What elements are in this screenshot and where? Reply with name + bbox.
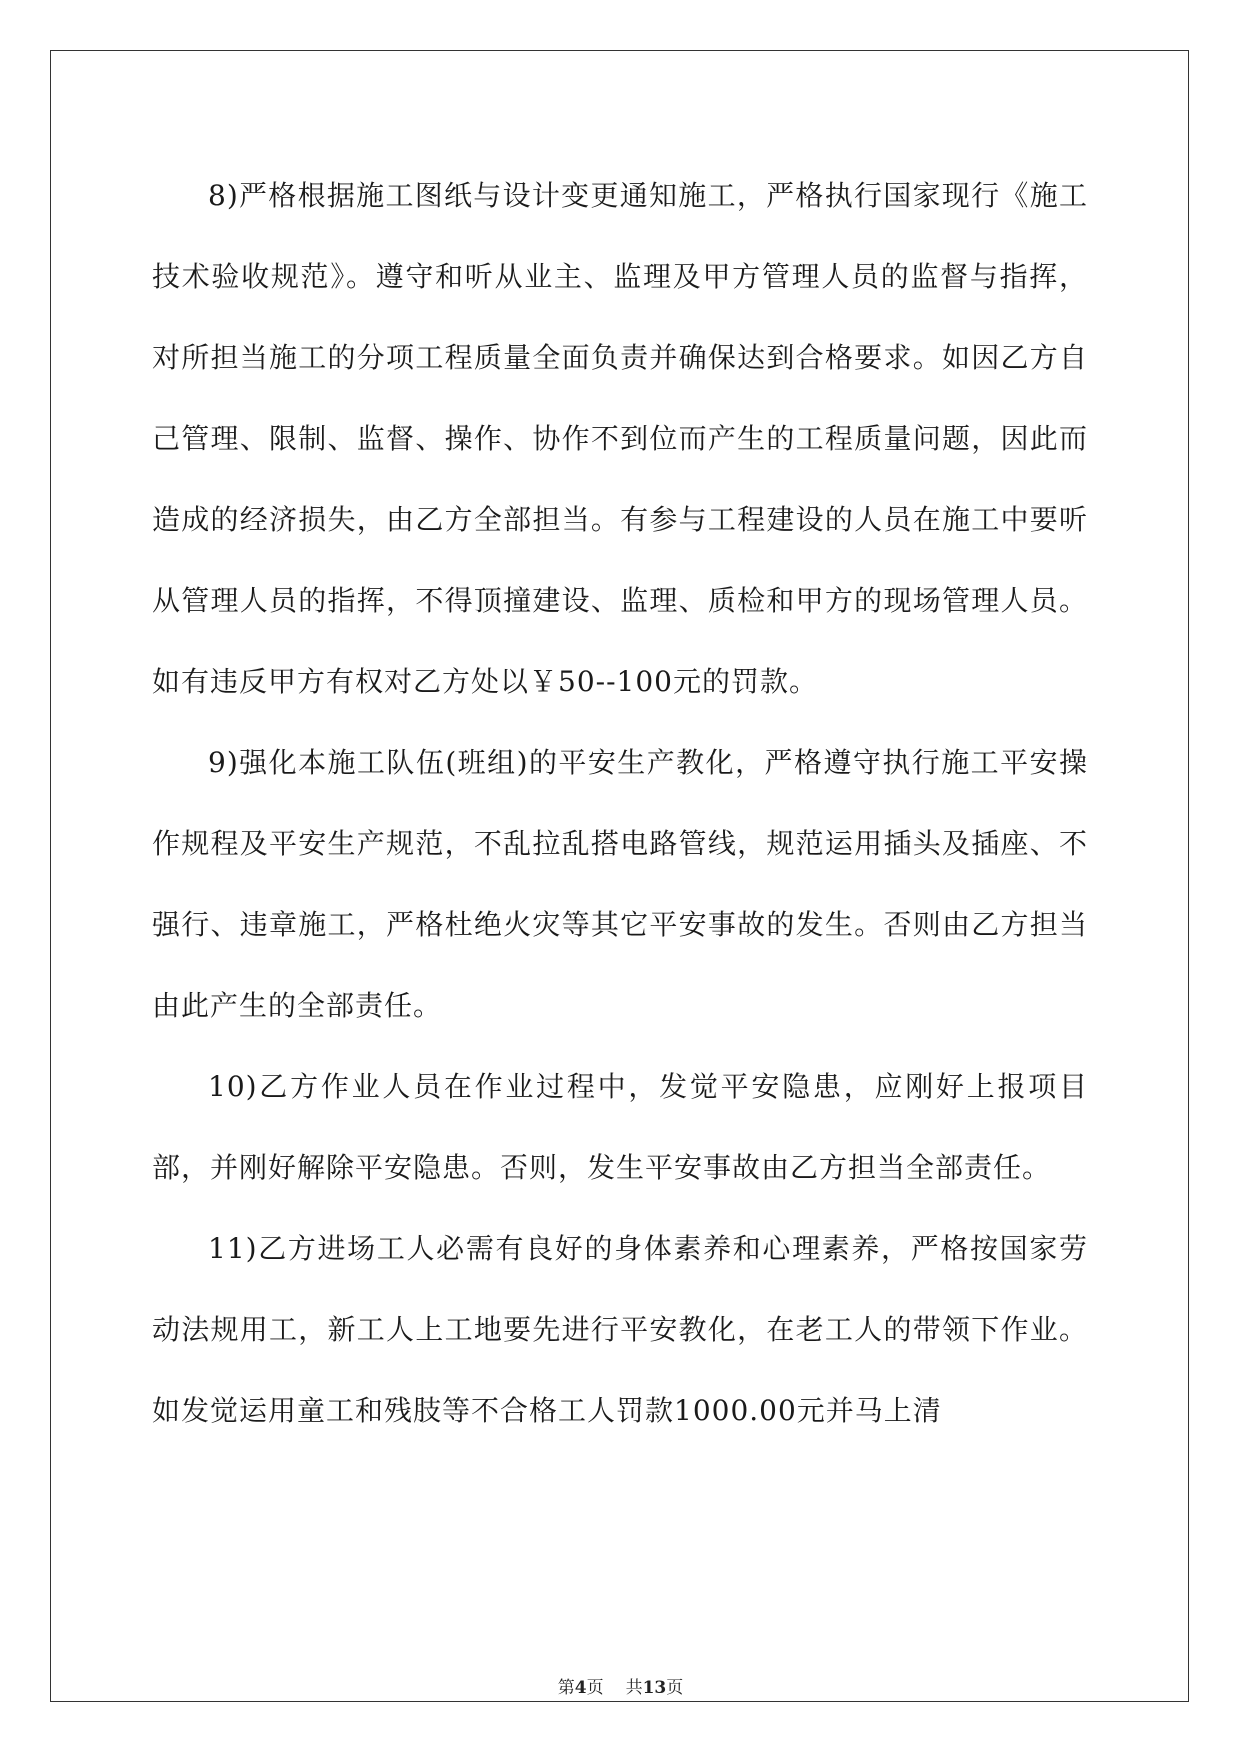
total-pages-number: 13 [642,1678,667,1698]
page-suffix: 页 [586,1678,604,1698]
paragraph-8: 8)严格根据施工图纸与设计变更通知施工，严格执行国家现行《施工技术验收规范》。遵守和听从业主、监理及甲方管理人员的监督与指挥，对所担当施工的分项工程质量全面负责并确保达到合格要求。如因乙方自己管理、限制、监督、操作、协作不到位而产生的工程质量问题，因此而造成的经济损失，由乙方全部担当。有参与工程建设的人员在施工中要听从管理人员的指挥，不得顶撞建设、监理、质检和甲方的现场管理人员。如有违反甲方有权对乙方处以￥50--100元的罚款。 [152,179,1088,698]
current-page-number: 4 [574,1678,587,1698]
paragraph-11: 11)乙方进场工人必需有良好的身体素养和心理素养，严格按国家劳动法规用工，新工人上工地要先进行平安教化，在老工人的带领下作业。如发觉运用童工和残肢等不合格工人罚款1000.00元并马上清 [152,1232,1088,1427]
document-body [152,155,1088,1451]
paragraph-9: 9)强化本施工队伍(班组)的平安生产教化，严格遵守执行施工平安操作规程及平安生产规范，不乱拉乱搭电路管线，规范运用插头及插座、不强行、违章施工，严格杜绝火灾等其它平安事故的发生。否则由乙方担当由此产生的全部责任。 [152,746,1088,1022]
total-prefix: 共 [625,1678,643,1698]
page-footer [0,1678,1241,1698]
paragraph-10: 10)乙方作业人员在作业过程中，发觉平安隐患，应刚好上报项目部，并刚好解除平安隐患。否则，发生平安事故由乙方担当全部责任。 [152,1070,1088,1184]
total-suffix: 页 [666,1678,684,1698]
page-prefix: 第 [557,1678,575,1698]
